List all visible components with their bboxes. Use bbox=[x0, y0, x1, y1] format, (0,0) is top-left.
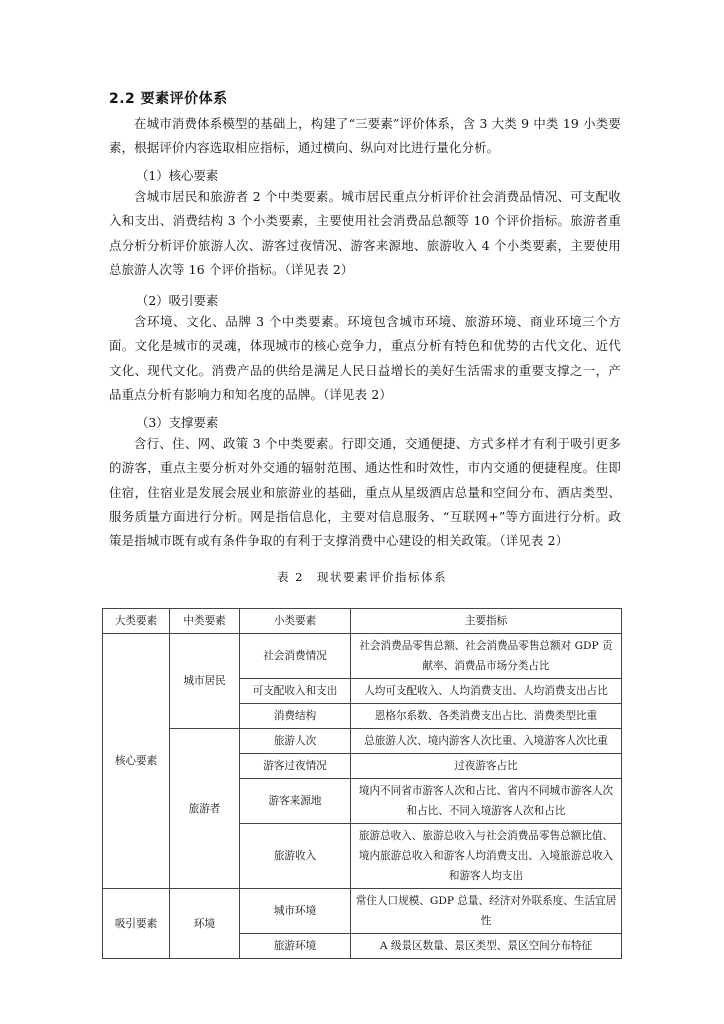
part-3-paragraph: 含行、住、网、政策 3 个中类要素。行即交通，交通便捷、方式多样才有利于吸引更多的游客，重点主要分析对外交通的辐射范围、通达性和时效性，市内交通的便捷程度。住即住宿，住宿业是发展会展业和旅游业的基础，重点从星级酒店总量和空间分布、酒店类型、服务质量方面进行分析。网是指信息化，主要对信息服务、“互联网+”等方面进行分析。政策是指城市既有或有条件争取的有利于支撑消费中心建设的相关政策。（详见表 2） bbox=[109, 436, 621, 549]
table-row bbox=[103, 889, 622, 934]
header-minor: 小类要素 bbox=[240, 609, 351, 634]
part-3-title: （3）支撑要素 bbox=[136, 415, 219, 430]
minor-category: 游客来源地 bbox=[240, 779, 351, 824]
part-1-paragraph: 含城市居民和旅游者 2 个中类要素。城市居民重点分析评价社会消费品情况、可支配收入和支出、消费结构 3 个小类要素，主要使用社会消费品总额等 10 个评价指标。旅游者重点分析分析评价旅游人次、游客过夜情况、游客来源地、旅游收入 4 个小类要素，主要使用总旅游人次等 16 个评价指标。（详见表 2） bbox=[109, 189, 621, 277]
header-indicator: 主要指标 bbox=[351, 609, 622, 634]
indicator-cell: 总旅游人次、境内游客人次比重、入境游客人次比重 bbox=[351, 729, 622, 754]
middle-category: 环境 bbox=[170, 889, 240, 959]
part-2-paragraph: 含环境、文化、品牌 3 个中类要素。环境包含城市环境、旅游环境、商业环境三个方面。文化是城市的灵魂，体现城市的核心竞争力，重点分析有特色和优势的古代文化、近代文化、现代文化。消费产品的供给是满足人民日益增长的美好生活需求的重要支撑之一，产品重点分析有影响力和知名度的品牌。（详见表 2） bbox=[109, 314, 621, 402]
indicator-table bbox=[102, 608, 622, 959]
part-2-title: （2）吸引要素 bbox=[136, 293, 219, 308]
minor-category: 消费结构 bbox=[240, 704, 351, 729]
table-row bbox=[103, 729, 622, 754]
minor-category: 社会消费情况 bbox=[240, 634, 351, 679]
minor-category: 旅游收入 bbox=[240, 824, 351, 889]
minor-category: 可支配收入和支出 bbox=[240, 679, 351, 704]
table-header-row bbox=[103, 609, 622, 634]
major-category: 核心要素 bbox=[103, 634, 170, 889]
minor-category: 旅游人次 bbox=[240, 729, 351, 754]
indicator-cell: 旅游总收入、旅游总收入与社会消费品零售总额比值、境内旅游总收入和游客人均消费支出、入境旅游总收入和游客人均支出 bbox=[351, 824, 622, 889]
indicator-cell: 常住人口规模、GDP 总量、经济对外联系度、生活宜居性 bbox=[351, 889, 622, 934]
indicator-cell: 人均可支配收入、人均消费支出、人均消费支出占比 bbox=[351, 679, 622, 704]
table-caption: 表 2 现状要素评价指标体系 bbox=[277, 570, 447, 584]
indicator-cell: 社会消费品零售总额、社会消费品零售总额对 GDP 贡献率、消费品市场分类占比 bbox=[351, 634, 622, 679]
indicator-cell: 过夜游客占比 bbox=[351, 754, 622, 779]
middle-category: 旅游者 bbox=[170, 729, 240, 889]
indicator-cell: 恩格尔系数、各类消费支出占比、消费类型比重 bbox=[351, 704, 622, 729]
section-heading: 2.2 要素评价体系 bbox=[109, 91, 228, 107]
table-row bbox=[103, 634, 622, 679]
intro-paragraph: 在城市消费体系模型的基础上，构建了“三要素”评价体系，含 3 大类 9 中类 19 小类要素，根据评价内容选取相应指标，通过横向、纵向对比进行量化分析。 bbox=[109, 116, 621, 156]
indicator-cell: A 级景区数量、景区类型、景区空间分布特征 bbox=[351, 934, 622, 959]
minor-category: 城市环境 bbox=[240, 889, 351, 934]
header-major: 大类要素 bbox=[103, 609, 170, 634]
middle-category: 城市居民 bbox=[170, 634, 240, 729]
indicator-cell: 境内不同省市游客人次和占比、省内不同城市游客人次和占比、不同入境游客人次和占比 bbox=[351, 779, 622, 824]
part-1-title: （1）核心要素 bbox=[136, 168, 219, 183]
minor-category: 游客过夜情况 bbox=[240, 754, 351, 779]
minor-category: 旅游环境 bbox=[240, 934, 351, 959]
header-middle: 中类要素 bbox=[170, 609, 240, 634]
major-category: 吸引要素 bbox=[103, 889, 170, 959]
